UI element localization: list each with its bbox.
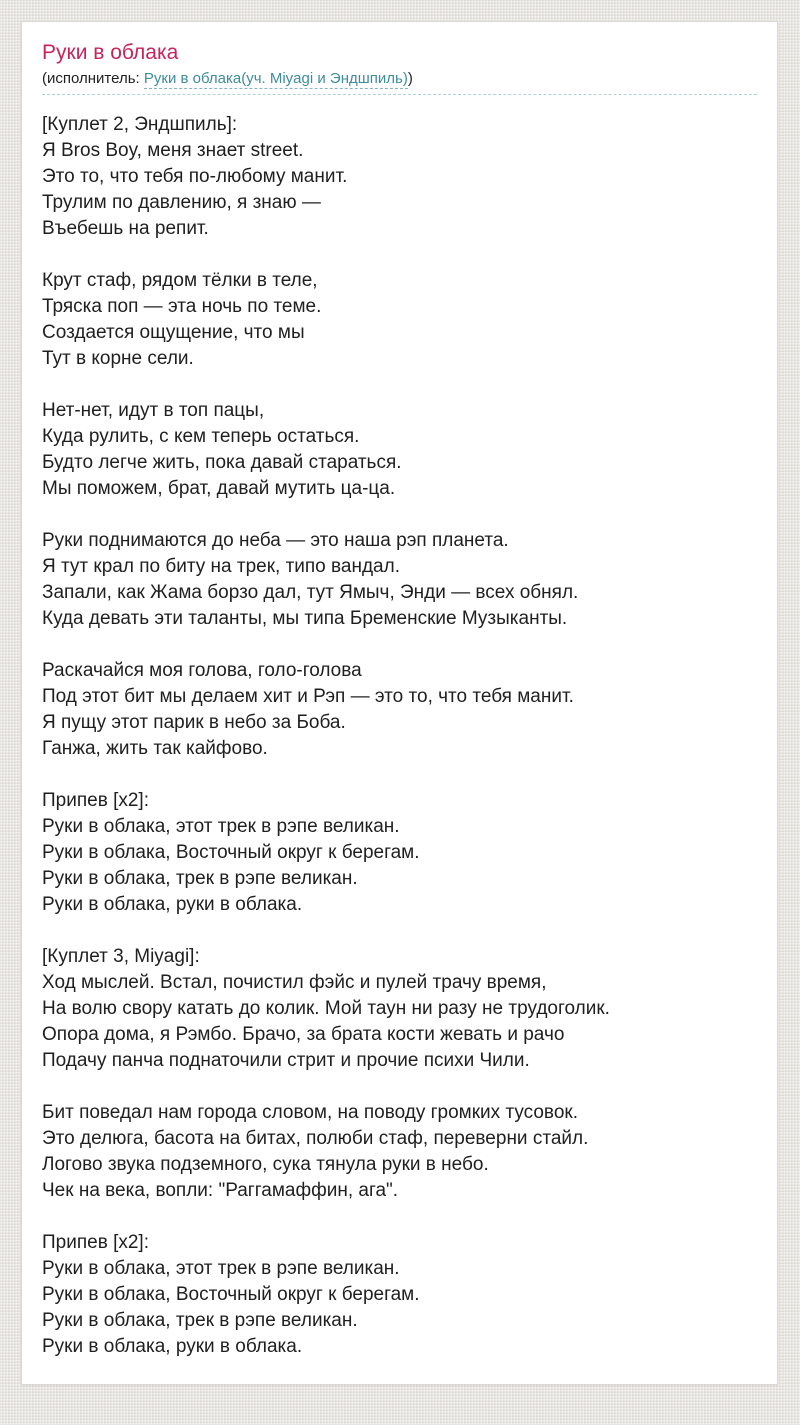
stanza (42, 944, 757, 1074)
lyrics-line: Куда девать эти таланты, мы типа Бременские Музыканты. (42, 608, 568, 629)
lyrics-line: Крут стаф, рядом тёлки в теле, (42, 270, 318, 291)
lyrics-line: Ганжа, жить так кайфово. (42, 738, 268, 759)
stanza (42, 528, 757, 632)
lyrics-line: Подачу панча поднаточили стрит и прочие психи Чили. (42, 1050, 530, 1071)
lyrics-line: Раскачайся моя голова, голо-голова (42, 660, 362, 681)
lyrics-line: Трулим по давлению, я знаю — (42, 192, 321, 213)
content-card (21, 21, 778, 1385)
lyrics-line: Руки в облака, трек в рэпе великан. (42, 1310, 358, 1331)
lyrics-line: Будто легче жить, пока давай стараться. (42, 452, 402, 473)
lyrics-line: Тряска поп — эта ночь по теме. (42, 296, 322, 317)
lyrics-line: Мы поможем, брат, давай мутить ца-ца. (42, 478, 396, 499)
artist-label-suffix: ) (407, 70, 413, 87)
page-title: Руки в облака (42, 41, 179, 64)
lyrics-line: Чек на века, вопли: "Раггамаффин, ага". (42, 1180, 399, 1201)
lyrics-line: Запали, как Жама борзо дал, тут Ямыч, Энди — всех обнял. (42, 582, 579, 603)
stanza (42, 1100, 757, 1204)
lyrics-line: Припев [x2]: (42, 790, 149, 811)
lyrics-line: Руки в облака, Восточный округ к берегам. (42, 1284, 420, 1305)
lyrics-line: Я тут крал по биту на трек, типо вандал. (42, 556, 400, 577)
lyrics-line: Руки в облака, Восточный округ к берегам. (42, 842, 420, 863)
lyrics (42, 112, 757, 1360)
artist-line (42, 67, 757, 91)
lyrics-line: Создается ощущение, что мы (42, 322, 305, 343)
lyrics-line: Это то, что тебя по-любому манит. (42, 166, 348, 187)
stanza (42, 788, 757, 918)
page (0, 21, 800, 1425)
artist-link[interactable]: Руки в облака(уч. Miyagi и Эндшпиль) (143, 70, 408, 87)
stanza (42, 268, 757, 372)
lyrics-line: Под этот бит мы делаем хит и Рэп — это то, что тебя манит. (42, 686, 574, 707)
stanza (42, 112, 757, 242)
lyrics-line: Ход мыслей. Встал, почистил фэйс и пулей трачу время, (42, 972, 547, 993)
lyrics-line: Руки в облака, этот трек в рэпе великан. (42, 816, 400, 837)
lyrics-line: На волю свору катать до колик. Мой таун ни разу не трудоголик. (42, 998, 610, 1019)
lyrics-line: Я пущу этот парик в небо за Боба. (42, 712, 346, 733)
lyrics-line: Я Bros Boy, меня знает street. (42, 140, 304, 161)
lyrics-line: Куда рулить, с кем теперь остаться. (42, 426, 360, 447)
lyrics-line: Бит поведал нам города словом, на поводу громких тусовок. (42, 1102, 578, 1123)
lyrics-line: Руки в облака, этот трек в рэпе великан. (42, 1258, 400, 1279)
lyrics-line: Нет-нет, идут в топ пацы, (42, 400, 265, 421)
artist-label-prefix: (исполнитель: (42, 70, 144, 87)
lyrics-line: Руки в облака, руки в облака. (42, 1336, 303, 1357)
lyrics-line: [Куплет 3, Miyagi]: (42, 946, 200, 967)
lyrics-line: Въебешь на репит. (42, 218, 209, 239)
stanza (42, 658, 757, 762)
lyrics-line: Тут в корне сели. (42, 348, 194, 369)
lyrics-line: [Куплет 2, Эндшпиль]: (42, 114, 238, 135)
lyrics-line: Логово звука подземного, сука тянула руки в небо. (42, 1154, 489, 1175)
song-header (42, 38, 757, 95)
lyrics-line: Припев [x2]: (42, 1232, 149, 1253)
stanza (42, 398, 757, 502)
lyrics-line: Руки в облака, руки в облака. (42, 894, 303, 915)
lyrics-line: Руки в облака, трек в рэпе великан. (42, 868, 358, 889)
lyrics-line: Опора дома, я Рэмбо. Брачо, за брата кости жевать и рачо (42, 1024, 565, 1045)
stanza (42, 1230, 757, 1360)
lyrics-line: Это делюга, басота на битах, полюби стаф, переверни стайл. (42, 1128, 589, 1149)
lyrics-line: Руки поднимаются до неба — это наша рэп планета. (42, 530, 509, 551)
